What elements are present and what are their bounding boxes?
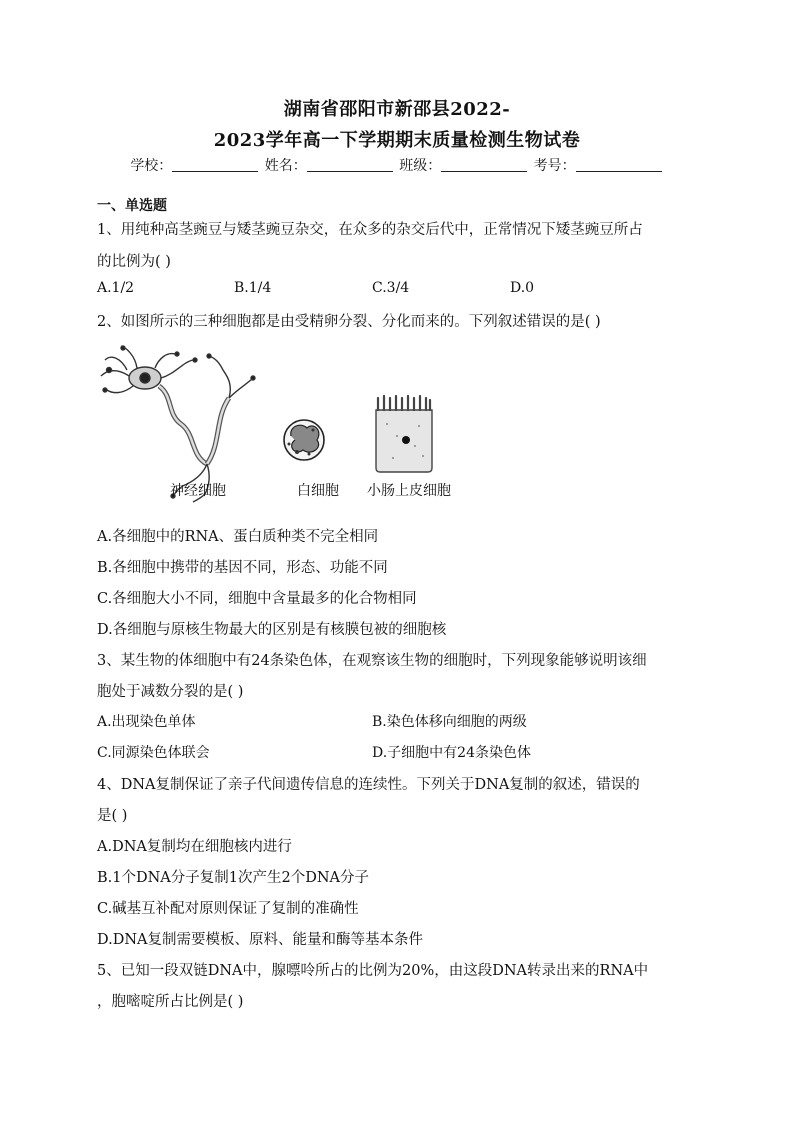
- q1-option-a[interactable]: A.1/2: [97, 280, 135, 296]
- name-blank[interactable]: [307, 157, 393, 172]
- q4-stem-line-2: 是( ): [97, 808, 128, 824]
- caption-neuron: 神经细胞: [170, 483, 226, 499]
- intestinal-epithelial-cell-illustration: [376, 396, 432, 472]
- q2-stem-line-1: 2、如图所示的三种细胞都是由受精卵分裂、分化而来的。下列叙述错误的是( ): [97, 314, 601, 330]
- white-blood-cell-illustration: [284, 420, 324, 460]
- q1-stem-line-2: 的比例为( ): [97, 254, 171, 270]
- q3-stem-line-1: 3、某生物的体细胞中有24条染色体，在观察该生物的细胞时，下列现象能够说明该细: [97, 653, 647, 669]
- school-blank[interactable]: [172, 157, 258, 172]
- q1-option-d[interactable]: D.0: [510, 280, 535, 296]
- q2-option-d[interactable]: D.各细胞与原核生物最大的区别是有核膜包被的细胞核: [97, 622, 447, 638]
- q2-option-c[interactable]: C.各细胞大小不同，细胞中含量最多的化合物相同: [97, 591, 417, 607]
- q1-stem-line-1: 1、用纯种高茎豌豆与矮茎豌豆杂交，在众多的杂交后代中，正常情况下矮茎豌豆所占: [97, 222, 643, 238]
- q5-stem-line-1: 5、已知一段双链DNA中，腺嘌呤所占的比例为20%，由这段DNA转录出来的RNA中: [97, 963, 649, 979]
- section-heading: 一、单选题: [97, 198, 167, 214]
- q5-stem-line-2: ，胞嘧啶所占比例是( ): [97, 994, 244, 1010]
- number-blank[interactable]: [576, 157, 662, 172]
- neuron-illustration: [101, 346, 255, 502]
- q4-option-b[interactable]: B.1个DNA分子复制1次产生2个DNA分子: [97, 870, 370, 886]
- q4-option-c[interactable]: C.碱基互补配对原则保证了复制的准确性: [97, 901, 359, 917]
- q3-option-b[interactable]: B.染色体移向细胞的两级: [372, 714, 527, 730]
- q3-option-a[interactable]: A.出现染色单体: [97, 714, 196, 730]
- q2-option-b[interactable]: B.各细胞中携带的基因不同，形态、功能不同: [97, 560, 388, 576]
- exam-title-line-1: 湖南省邵阳市新邵县2022-: [283, 99, 511, 120]
- q4-stem-line-1: 4、DNA复制保证了亲子代间遗传信息的连续性。下列关于DNA复制的叙述，错误的: [97, 777, 640, 793]
- q2-option-a[interactable]: A.各细胞中的RNA、蛋白质种类不完全相同: [97, 529, 379, 545]
- q1-option-c[interactable]: C.3/4: [372, 280, 410, 296]
- q3-option-c[interactable]: C.同源染色体联会: [97, 745, 210, 761]
- q1-option-b[interactable]: B.1/4: [234, 280, 272, 296]
- name-label: 姓名：: [264, 158, 307, 174]
- caption-white-blood-cell: 白细胞: [297, 483, 339, 499]
- caption-intestinal-epithelial-cell: 小肠上皮细胞: [367, 483, 451, 499]
- q4-option-d[interactable]: D.DNA复制需要模板、原料、能量和酶等基本条件: [97, 932, 424, 948]
- student-info-row: [0, 155, 794, 175]
- school-label: 学校：: [130, 158, 173, 174]
- number-label: 考号：: [533, 158, 576, 174]
- q3-option-d[interactable]: D.子细胞中有24条染色体: [372, 745, 531, 761]
- class-label: 班级：: [399, 158, 442, 174]
- q3-stem-line-2: 胞处于减数分裂的是( ): [97, 684, 244, 700]
- q4-option-a[interactable]: A.DNA复制均在细胞核内进行: [97, 839, 292, 855]
- exam-title-line-2: 2023学年高一下学期期末质量检测生物试卷: [213, 130, 581, 151]
- class-blank[interactable]: [441, 157, 527, 172]
